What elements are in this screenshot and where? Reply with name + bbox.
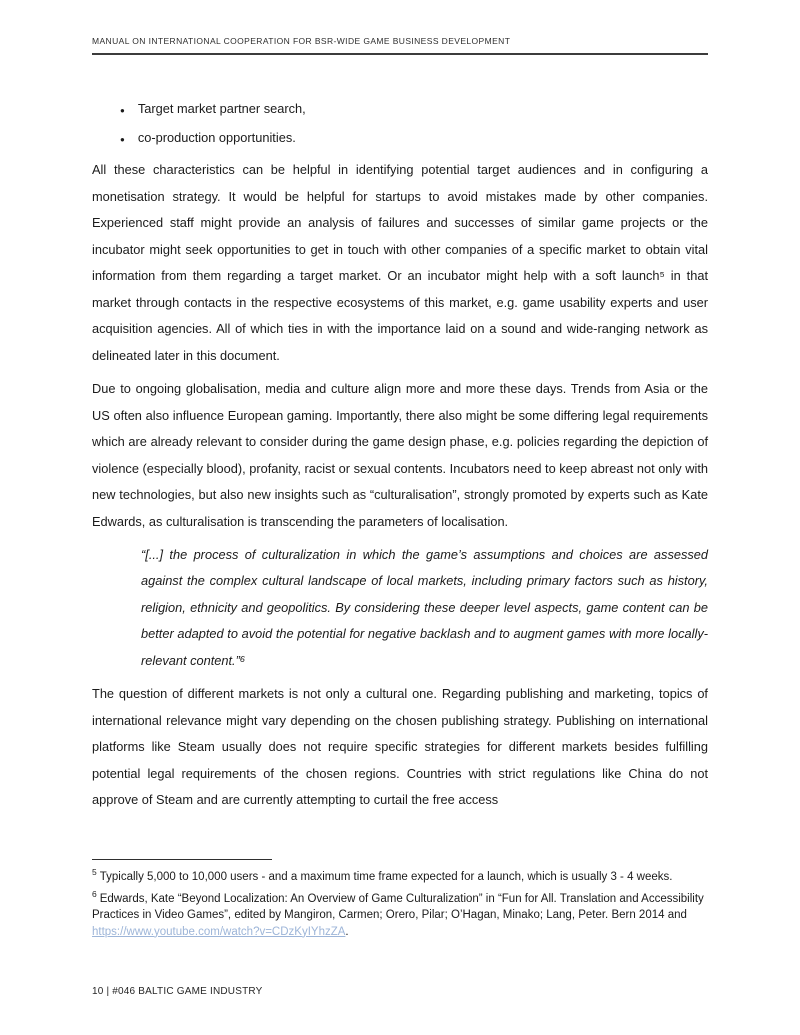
bullet-list <box>120 95 708 153</box>
bullet-icon: ● <box>120 135 125 144</box>
block-quote: “[...] the process of culturalization in which the game’s assumptions and choices are assessed against the complex cultural landscape of local markets, including primary factors such as history, religion, ethnicity and geopolitics. By considering these deeper level aspects, game content can be better adapted to avoid the potential for negative backlash and to augment games with more locally-relevant content.”⁶ <box>141 547 708 668</box>
page-header <box>92 36 708 55</box>
page-body <box>92 55 708 821</box>
footnotes-section <box>92 859 708 945</box>
footnote-text: . <box>345 925 349 938</box>
footnote-marker: 6 <box>92 888 97 899</box>
footnote-5 <box>92 869 708 886</box>
page-footer <box>92 986 263 997</box>
paragraph-1: All these characteristics can be helpful in identifying potential target audiences and in configuring a monetisation strategy. It would be helpful for startups to avoid mistakes made by other companies. Experienced staff might provide an analysis of failures and successes of similar game projects or the incubator might seek opportunities to get in touch with other companies of a specific market to obtain vital information from them regarding a target market. Or an incubator might help with a soft launch⁵ in that market through contacts in the respective ecosystems of this market, e.g. game usability experts and user acquisition agencies. All of which ties in with the importance laid on a sound and wide-ranging network as delineated later in this document. <box>92 162 708 363</box>
list-item <box>120 124 708 153</box>
bullet-text: co-production opportunities. <box>137 130 296 145</box>
footnote-text: Typically 5,000 to 10,000 users - and a maximum time frame expected for a launch, which is usually 3 - 4 weeks. <box>99 871 673 883</box>
bullet-icon: ● <box>120 106 125 115</box>
list-item <box>120 95 708 124</box>
bullet-text: Target market partner search, <box>137 101 306 116</box>
youtube-link[interactable]: https://www.youtube.com/watch?v=CDzKyIYhzZA <box>92 925 346 938</box>
running-header-title: MANUAL ON INTERNATIONAL COOPERATION FOR BSR-WIDE GAME BUSINESS DEVELOPMENT <box>92 36 708 55</box>
footnote-marker: 5 <box>92 867 97 878</box>
paragraph-2: Due to ongoing globalisation, media and culture align more and more these days. Trends from Asia or the US often also influence European gaming. Importantly, there also might be some differing legal requirements which are already relevant to consider during the game design phase, e.g. policies regarding the depiction of violence (especially blood), profanity, racist or sexual contents. Incubators need to keep abreast not only with new technologies, but also new insights such as “culturalisation”, strongly promoted by experts such as Kate Edwards, as culturalisation is transcending the parameters of localisation. <box>92 381 708 529</box>
paragraph-3: The question of different markets is not only a cultural one. Regarding publishing and marketing, topics of international relevance might vary depending on the chosen publishing strategy. Publishing on international platforms like Steam usually does not require specific strategies for different markets besides fulfilling potential legal requirements of the chosen regions. Countries with strict regulations like China do not approve of Steam and are currently attempting to curtail the free access <box>92 686 708 808</box>
footnote-separator <box>92 859 272 860</box>
footnote-text: Edwards, Kate “Beyond Localization: An Overview of Game Culturalization” in “Fun for All. Translation and Accessibility Practices in Video Games”, edited by Mangiron, Carmen; Orero, Pilar; O’Hagan, Minako; Lang, Peter. Bern 2014 and <box>92 892 704 921</box>
page-number-label: 10 | #046 BALTIC GAME INDUSTRY <box>92 986 263 997</box>
footnote-6 <box>92 888 708 941</box>
